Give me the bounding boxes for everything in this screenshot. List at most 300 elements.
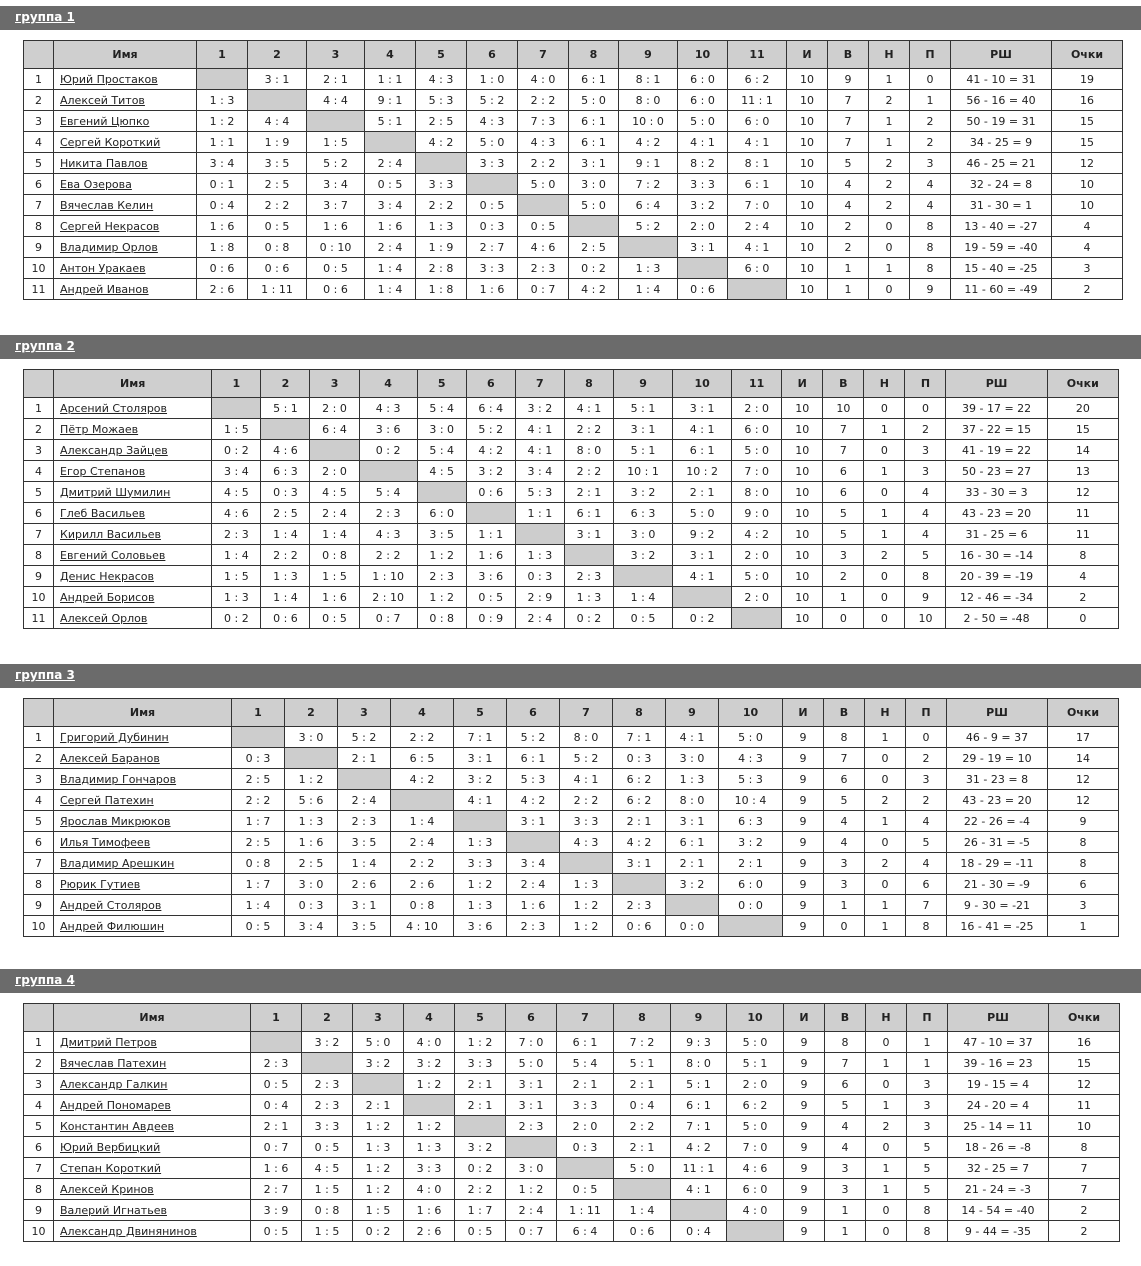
match-score-cell: 1 : 6 — [466, 545, 515, 566]
match-score-cell: 4 : 1 — [673, 566, 732, 587]
stat-cell: 43 - 23 = 20 — [947, 790, 1048, 811]
match-score-cell: 3 : 0 — [417, 419, 466, 440]
stat-cell: 6 — [1048, 874, 1119, 895]
match-score-cell: 2 : 5 — [285, 853, 338, 874]
table-row — [24, 1053, 1120, 1074]
stat-cell: 37 - 22 = 15 — [946, 419, 1047, 440]
match-score-cell: 1 : 5 — [353, 1200, 404, 1221]
stat-cell: 3 — [905, 461, 946, 482]
header-cell: 7 — [515, 370, 564, 398]
group-header-bar — [0, 969, 1141, 993]
table-row — [24, 895, 1119, 916]
match-score-cell: 1 : 2 — [404, 1116, 455, 1137]
stat-cell: 1 — [825, 1200, 866, 1221]
stat-cell: 1 — [869, 258, 910, 279]
match-score-cell: 1 : 8 — [416, 279, 467, 300]
table-row — [24, 503, 1119, 524]
stat-cell: 4 — [828, 174, 869, 195]
match-score-cell: 2 : 4 — [515, 608, 564, 629]
match-score-cell: 4 : 1 — [671, 1179, 727, 1200]
place-cell: 5 — [24, 153, 54, 174]
self-match-cell — [666, 895, 719, 916]
match-score-cell: 7 : 0 — [506, 1032, 557, 1053]
match-score-cell: 5 : 1 — [613, 440, 672, 461]
self-match-cell — [613, 874, 666, 895]
match-score-cell: 5 : 1 — [613, 398, 672, 419]
match-score-cell: 1 : 0 — [467, 69, 518, 90]
table-row — [24, 174, 1123, 195]
match-score-cell: 5 : 2 — [560, 748, 613, 769]
match-score-cell: 5 : 0 — [673, 503, 732, 524]
match-score-cell: 5 : 1 — [261, 398, 310, 419]
stat-cell: 0 — [866, 1032, 907, 1053]
match-score-cell: 3 : 3 — [455, 1053, 506, 1074]
match-score-cell: 5 : 0 — [518, 174, 569, 195]
match-score-cell: 6 : 0 — [728, 111, 787, 132]
header-cell: В — [825, 1004, 866, 1032]
stat-cell: 9 — [905, 587, 946, 608]
stat-cell: 8 — [910, 258, 951, 279]
match-score-cell: 3 : 3 — [416, 174, 467, 195]
match-score-cell: 0 : 4 — [671, 1221, 727, 1242]
stat-cell: 32 - 25 = 7 — [948, 1158, 1049, 1179]
match-score-cell: 1 : 6 — [251, 1158, 302, 1179]
stat-cell: 0 — [866, 1074, 907, 1095]
match-score-cell: 2 : 5 — [232, 832, 285, 853]
self-match-cell — [507, 832, 560, 853]
stat-cell: 12 — [1052, 153, 1123, 174]
player-name-link[interactable]: Константин Авдеев — [60, 1119, 174, 1133]
match-score-cell: 5 : 3 — [416, 90, 467, 111]
player-name-link[interactable]: Андрей Пономарев — [60, 1098, 171, 1112]
match-score-cell: 11 : 1 — [728, 90, 787, 111]
stat-cell: 5 — [823, 503, 864, 524]
match-score-cell: 2 : 1 — [251, 1116, 302, 1137]
player-name-link[interactable]: Кирилл Васильев — [60, 527, 161, 541]
group-title-link[interactable]: группа 4 — [15, 973, 75, 987]
header-cell: П — [906, 699, 947, 727]
match-score-cell: 1 : 3 — [454, 895, 507, 916]
stat-cell: 5 — [824, 790, 865, 811]
table-row — [24, 440, 1119, 461]
player-name-link[interactable]: Александр Галкин — [60, 1077, 168, 1091]
place-cell: 8 — [24, 216, 54, 237]
match-score-cell: 1 : 5 — [302, 1221, 353, 1242]
player-name-link[interactable]: Илья Тимофеев — [60, 835, 151, 849]
match-score-cell: 0 : 5 — [310, 608, 359, 629]
match-score-cell: 0 : 2 — [455, 1158, 506, 1179]
header-cell: РШ — [947, 699, 1048, 727]
match-score-cell: 5 : 3 — [515, 482, 564, 503]
header-cell: Очки — [1052, 41, 1123, 69]
player-name-link[interactable]: Александр Зайцев — [60, 443, 168, 457]
player-name-link[interactable]: Рюрик Гутиев — [60, 877, 141, 891]
stat-cell: 9 — [783, 874, 824, 895]
stat-cell: 3 — [825, 1158, 866, 1179]
player-name-link[interactable]: Денис Некрасов — [60, 569, 154, 583]
stat-cell: 3 — [907, 1074, 948, 1095]
player-name-link[interactable]: Вячеслав Келин — [60, 198, 154, 212]
stat-cell: 13 — [1047, 461, 1118, 482]
player-name-link[interactable]: Григорий Дубинин — [60, 730, 169, 744]
header-cell: П — [907, 1004, 948, 1032]
stat-cell: 1 — [823, 587, 864, 608]
match-score-cell: 4 : 1 — [678, 132, 728, 153]
header-cell: В — [823, 370, 864, 398]
stat-cell: 9 — [783, 790, 824, 811]
player-name-link[interactable]: Сергей Патехин — [60, 793, 154, 807]
stat-cell: 5 — [905, 545, 946, 566]
stat-cell: 9 — [784, 1053, 825, 1074]
match-score-cell: 0 : 8 — [417, 608, 466, 629]
player-name-link[interactable]: Вячеслав Патехин — [60, 1056, 167, 1070]
match-score-cell: 3 : 5 — [417, 524, 466, 545]
place-cell: 3 — [24, 440, 54, 461]
stat-cell: 7 — [1049, 1158, 1120, 1179]
header-cell: В — [828, 41, 869, 69]
stat-cell: 10 — [782, 566, 823, 587]
player-name-link[interactable]: Сергей Короткий — [60, 135, 161, 149]
match-score-cell: 10 : 0 — [619, 111, 678, 132]
match-score-cell: 3 : 0 — [285, 874, 338, 895]
player-name-link[interactable]: Антон Уракаев — [60, 261, 146, 275]
header-cell: В — [824, 699, 865, 727]
place-cell: 9 — [24, 237, 54, 258]
match-score-cell: 0 : 2 — [359, 440, 417, 461]
player-name-cell — [54, 482, 212, 503]
stat-cell: 9 — [784, 1116, 825, 1137]
place-cell: 2 — [24, 1053, 54, 1074]
match-score-cell: 0 : 5 — [455, 1221, 506, 1242]
match-score-cell: 4 : 3 — [518, 132, 569, 153]
match-score-cell: 2 : 2 — [359, 545, 417, 566]
header-cell: Очки — [1048, 699, 1119, 727]
player-name-link[interactable]: Глеб Васильев — [60, 506, 146, 520]
header-place — [24, 1004, 54, 1032]
table-header-row — [24, 1004, 1120, 1032]
match-score-cell: 6 : 2 — [728, 69, 787, 90]
match-score-cell: 3 : 1 — [564, 524, 613, 545]
player-name-link[interactable]: Андрей Иванов — [60, 282, 149, 296]
player-name-cell — [54, 461, 212, 482]
match-score-cell: 0 : 2 — [673, 608, 732, 629]
stat-cell: 9 — [1048, 811, 1119, 832]
match-score-cell: 3 : 2 — [404, 1053, 455, 1074]
stat-cell: 18 - 29 = -11 — [947, 853, 1048, 874]
player-name-link[interactable]: Владимир Орлов — [60, 240, 158, 254]
stat-cell: 1 — [865, 895, 906, 916]
match-score-cell: 8 : 0 — [560, 727, 613, 748]
header-cell: 9 — [671, 1004, 727, 1032]
player-name-link[interactable]: Владимир Арешкин — [60, 856, 175, 870]
match-score-cell: 0 : 10 — [307, 237, 365, 258]
stat-cell: 4 — [824, 811, 865, 832]
match-score-cell: 6 : 2 — [613, 769, 666, 790]
match-score-cell: 4 : 0 — [404, 1179, 455, 1200]
place-cell: 3 — [24, 111, 54, 132]
match-score-cell: 2 : 1 — [307, 69, 365, 90]
player-name-link[interactable]: Дмитрий Петров — [60, 1035, 157, 1049]
match-score-cell: 0 : 8 — [248, 237, 307, 258]
match-score-cell: 2 : 2 — [560, 790, 613, 811]
player-name-cell — [54, 1179, 251, 1200]
stat-cell: 8 — [824, 727, 865, 748]
match-score-cell: 5 : 2 — [307, 153, 365, 174]
stat-cell: 46 - 25 = 21 — [951, 153, 1052, 174]
stat-cell: 7 — [1049, 1179, 1120, 1200]
match-score-cell: 3 : 2 — [678, 195, 728, 216]
stat-cell: 0 — [910, 69, 951, 90]
match-score-cell: 8 : 2 — [678, 153, 728, 174]
match-score-cell: 0 : 5 — [251, 1074, 302, 1095]
player-name-link[interactable]: Андрей Филюшин — [60, 919, 165, 933]
self-match-cell — [564, 545, 613, 566]
table-row — [24, 461, 1119, 482]
stat-cell: 3 — [825, 1179, 866, 1200]
player-name-link[interactable]: Алексей Титов — [60, 93, 145, 107]
place-cell: 7 — [24, 853, 54, 874]
match-score-cell: 1 : 6 — [507, 895, 560, 916]
group-title-link[interactable]: группа 3 — [15, 668, 75, 682]
table-row — [24, 811, 1119, 832]
match-score-cell: 1 : 2 — [560, 895, 613, 916]
player-name-cell — [54, 419, 212, 440]
match-score-cell: 1 : 4 — [212, 545, 261, 566]
header-cell: 6 — [467, 41, 518, 69]
match-score-cell: 3 : 1 — [248, 69, 307, 90]
player-name-link[interactable]: Алексей Баранов — [60, 751, 160, 765]
match-score-cell: 1 : 3 — [619, 258, 678, 279]
stat-cell: 9 — [784, 1200, 825, 1221]
stat-cell: 10 — [782, 608, 823, 629]
stat-cell: 2 — [869, 174, 910, 195]
match-score-cell: 2 : 1 — [557, 1074, 614, 1095]
match-score-cell: 1 : 6 — [310, 587, 359, 608]
player-name-link[interactable]: Алексей Орлов — [60, 611, 148, 625]
match-score-cell: 2 : 5 — [569, 237, 619, 258]
stat-cell: 3 — [910, 153, 951, 174]
match-score-cell: 4 : 4 — [248, 111, 307, 132]
player-name-link[interactable]: Владимир Гончаров — [60, 772, 177, 786]
player-name-link[interactable]: Арсений Столяров — [60, 401, 168, 415]
header-cell: Н — [866, 1004, 907, 1032]
header-cell: И — [783, 699, 824, 727]
match-score-cell: 6 : 1 — [728, 174, 787, 195]
stat-cell: 16 — [1052, 90, 1123, 111]
stat-cell: 20 — [1047, 398, 1118, 419]
match-score-cell: 1 : 3 — [353, 1137, 404, 1158]
player-name-link[interactable]: Андрей Столяров — [60, 898, 162, 912]
match-score-cell: 2 : 6 — [391, 874, 454, 895]
match-score-cell: 11 : 1 — [671, 1158, 727, 1179]
self-match-cell — [678, 258, 728, 279]
match-score-cell: 7 : 0 — [732, 461, 782, 482]
match-score-cell: 6 : 4 — [619, 195, 678, 216]
match-score-cell: 1 : 5 — [307, 132, 365, 153]
player-name-cell — [54, 132, 197, 153]
group-title-link[interactable]: группа 1 — [15, 10, 75, 24]
match-score-cell: 1 : 2 — [404, 1074, 455, 1095]
player-name-link[interactable]: Егор Степанов — [60, 464, 146, 478]
player-name-link[interactable]: Алексей Кринов — [60, 1182, 154, 1196]
match-score-cell: 4 : 3 — [467, 111, 518, 132]
match-score-cell: 3 : 4 — [212, 461, 261, 482]
match-score-cell: 8 : 1 — [728, 153, 787, 174]
header-cell: 5 — [417, 370, 466, 398]
place-cell: 7 — [24, 524, 54, 545]
match-score-cell: 2 : 0 — [678, 216, 728, 237]
place-cell: 2 — [24, 419, 54, 440]
match-score-cell: 2 : 0 — [732, 587, 782, 608]
match-score-cell: 0 : 5 — [613, 608, 672, 629]
self-match-cell — [518, 195, 569, 216]
match-score-cell: 2 : 2 — [416, 195, 467, 216]
player-name-link[interactable]: Дмитрий Шумилин — [60, 485, 171, 499]
match-score-cell: 3 : 2 — [719, 832, 783, 853]
match-score-cell: 1 : 3 — [261, 566, 310, 587]
match-score-cell: 4 : 0 — [404, 1032, 455, 1053]
stat-cell: 29 - 19 = 10 — [947, 748, 1048, 769]
stat-cell: 10 — [787, 90, 828, 111]
stat-cell: 0 — [869, 279, 910, 300]
match-score-cell: 6 : 1 — [564, 503, 613, 524]
table-row — [24, 748, 1119, 769]
match-score-cell: 4 : 1 — [673, 419, 732, 440]
header-cell: 5 — [454, 699, 507, 727]
player-name-link[interactable]: Ярослав Микрюков — [60, 814, 171, 828]
player-name-cell — [54, 1116, 251, 1137]
self-match-cell — [391, 790, 454, 811]
match-score-cell: 4 : 0 — [518, 69, 569, 90]
self-match-cell — [416, 153, 467, 174]
match-score-cell: 4 : 3 — [416, 69, 467, 90]
table-row — [24, 90, 1123, 111]
stat-cell: 9 — [784, 1095, 825, 1116]
table-row — [24, 727, 1119, 748]
stat-cell: 41 - 10 = 31 — [951, 69, 1052, 90]
stat-cell: 31 - 30 = 1 — [951, 195, 1052, 216]
match-score-cell: 3 : 6 — [466, 566, 515, 587]
stat-cell: 0 — [1047, 608, 1118, 629]
place-cell: 1 — [24, 398, 54, 419]
match-score-cell: 5 : 0 — [353, 1032, 404, 1053]
table-row — [24, 69, 1123, 90]
player-name-link[interactable]: Валерий Игнатьев — [60, 1203, 167, 1217]
stat-cell: 10 — [787, 174, 828, 195]
stat-cell: 0 — [869, 216, 910, 237]
match-score-cell: 3 : 2 — [666, 874, 719, 895]
player-name-link[interactable]: Евгений Цюпко — [60, 114, 150, 128]
table-row — [24, 1200, 1120, 1221]
stat-cell: 2 — [828, 216, 869, 237]
stat-cell: 9 — [784, 1179, 825, 1200]
match-score-cell: 1 : 4 — [619, 279, 678, 300]
stat-cell: 2 — [1049, 1221, 1120, 1242]
match-score-cell: 1 : 4 — [391, 811, 454, 832]
stat-cell: 1 — [864, 503, 905, 524]
match-score-cell: 4 : 1 — [454, 790, 507, 811]
table-row — [24, 1137, 1120, 1158]
table-header-row — [24, 699, 1119, 727]
match-score-cell: 1 : 3 — [666, 769, 719, 790]
match-score-cell: 4 : 6 — [212, 503, 261, 524]
stat-cell: 5 — [906, 832, 947, 853]
header-cell: 3 — [307, 41, 365, 69]
header-cell: Очки — [1049, 1004, 1120, 1032]
player-name-link[interactable]: Ева Озерова — [60, 177, 132, 191]
place-cell: 10 — [24, 1221, 54, 1242]
match-score-cell: 0 : 5 — [365, 174, 416, 195]
match-score-cell: 0 : 7 — [506, 1221, 557, 1242]
match-score-cell: 3 : 1 — [666, 811, 719, 832]
match-score-cell: 0 : 8 — [310, 545, 359, 566]
player-name-link[interactable]: Александр Двинянинов — [60, 1224, 197, 1238]
match-score-cell: 9 : 1 — [365, 90, 416, 111]
match-score-cell: 0 : 2 — [212, 608, 261, 629]
match-score-cell: 3 : 3 — [404, 1158, 455, 1179]
stat-cell: 8 — [905, 566, 946, 587]
group-title-link[interactable]: группа 2 — [15, 339, 75, 353]
place-cell: 8 — [24, 874, 54, 895]
match-score-cell: 3 : 5 — [338, 916, 391, 937]
self-match-cell — [307, 111, 365, 132]
player-name-cell — [54, 195, 197, 216]
match-score-cell: 5 : 0 — [732, 566, 782, 587]
match-score-cell: 3 : 0 — [613, 524, 672, 545]
match-score-cell: 1 : 1 — [197, 132, 248, 153]
header-name: Имя — [54, 370, 212, 398]
match-score-cell: 1 : 11 — [248, 279, 307, 300]
match-score-cell: 7 : 2 — [614, 1032, 671, 1053]
table-row — [24, 1179, 1120, 1200]
player-name-link[interactable]: Евгений Соловьев — [60, 548, 166, 562]
header-place — [24, 699, 54, 727]
player-name-link[interactable]: Юрий Вербицкий — [60, 1140, 161, 1154]
stat-cell: 10 — [787, 69, 828, 90]
stat-cell: 8 — [910, 237, 951, 258]
player-name-cell — [54, 258, 197, 279]
player-name-link[interactable]: Сергей Некрасов — [60, 219, 160, 233]
stat-cell: 32 - 24 = 8 — [951, 174, 1052, 195]
stat-cell: 2 — [828, 237, 869, 258]
stat-cell: 46 - 9 = 37 — [947, 727, 1048, 748]
player-name-link[interactable]: Пётр Можаев — [60, 422, 139, 436]
stat-cell: 4 — [825, 1116, 866, 1137]
stat-cell: 3 — [1052, 258, 1123, 279]
place-cell: 6 — [24, 174, 54, 195]
player-name-cell — [54, 69, 197, 90]
self-match-cell — [285, 748, 338, 769]
table-row — [24, 769, 1119, 790]
player-name-link[interactable]: Юрий Простаков — [60, 72, 158, 86]
match-score-cell: 6 : 1 — [569, 69, 619, 90]
player-name-link[interactable]: Степан Короткий — [60, 1161, 162, 1175]
place-cell: 2 — [24, 748, 54, 769]
player-name-cell — [54, 524, 212, 545]
stat-cell: 3 — [823, 545, 864, 566]
match-score-cell: 1 : 4 — [613, 587, 672, 608]
match-score-cell: 0 : 6 — [614, 1221, 671, 1242]
match-score-cell: 4 : 6 — [261, 440, 310, 461]
table-row — [24, 419, 1119, 440]
player-name-link[interactable]: Никита Павлов — [60, 156, 148, 170]
match-score-cell: 4 : 3 — [359, 398, 417, 419]
self-match-cell — [261, 419, 310, 440]
place-cell: 1 — [24, 69, 54, 90]
player-name-link[interactable]: Андрей Борисов — [60, 590, 155, 604]
stat-cell: 26 - 31 = -5 — [947, 832, 1048, 853]
stat-cell: 19 - 15 = 4 — [948, 1074, 1049, 1095]
